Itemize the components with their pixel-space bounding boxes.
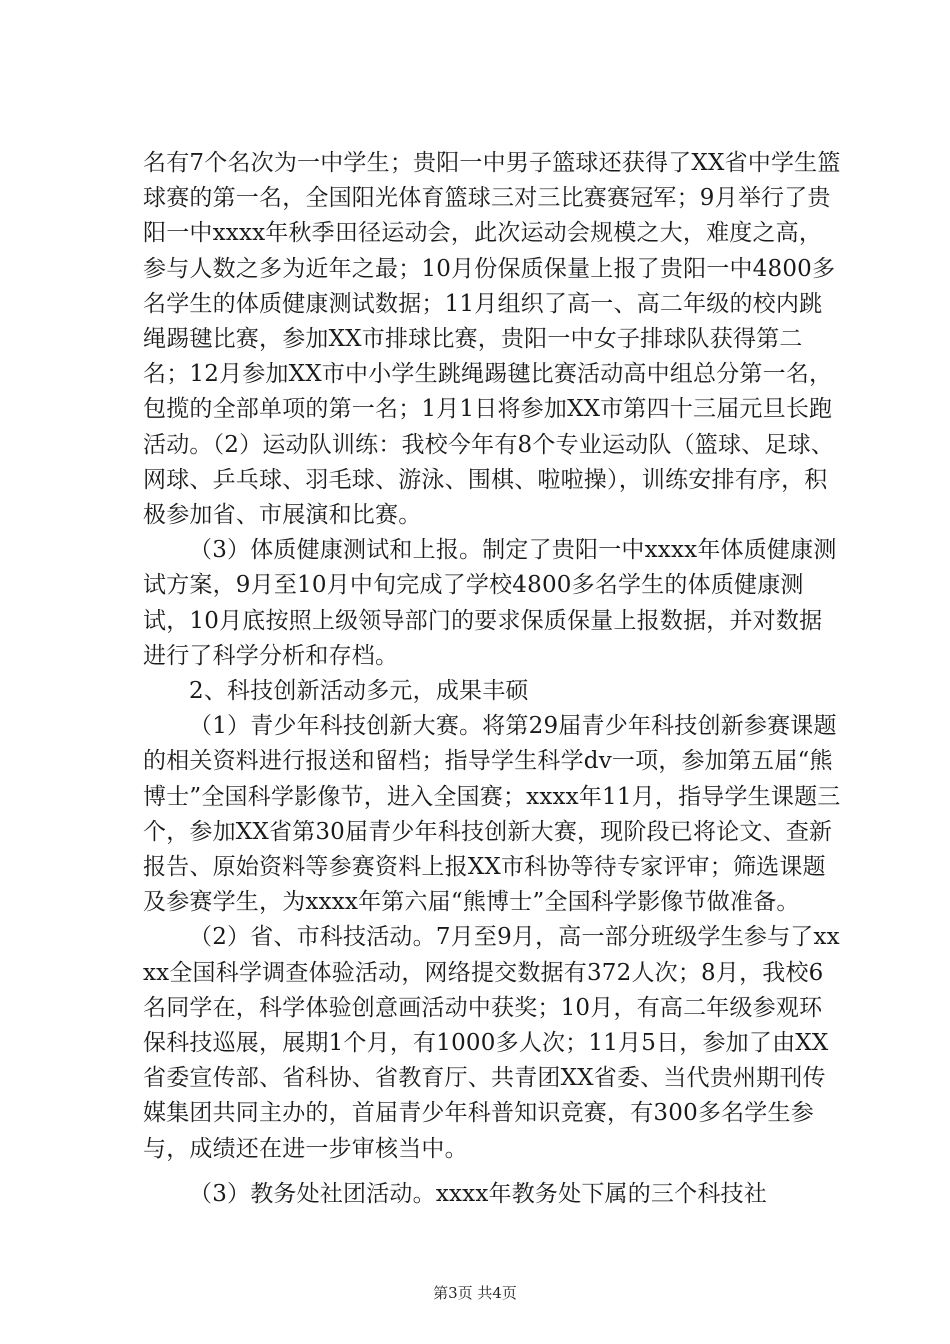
page-footer: 第3页 共4页 (433, 1284, 517, 1302)
paragraph-fitness-testing: （3）体质健康测试和上报。制定了贵阳一中xxxx年体质健康测试方案，9月至10月中旬完成了学校4800多名学生的体质健康测试，10月底按照上级领导部门的要求保质保量上报数据，并对数据进行了科学分析和存档。 (143, 537, 837, 669)
paragraph-club-activities: （3）教务处社团活动。xxxx年教务处下属的三个科技社 (189, 1180, 767, 1207)
document-body (143, 146, 843, 1212)
paragraph-provincial-tech-activities: （2）省、市科技活动。7月至9月，高一部分班级学生参与了xxxx全国科学调查体验活动，网络提交数据有372人次；8月，我校6名同学在，科学体验创意画活动中获奖；10月，有高二年级参观环保科技巡展，展期1个月，有1000多人次；11月5日，参加了由XX省委宣传部、省科协、省教育厅、共青团XX省委、当代贵州期刊传媒集团共同主办的，首届青少年科普知识竞赛，有300多名学生参与，成绩还在进一步审核当中。 (143, 924, 840, 1162)
paragraph-sports-achievements: 名有7个名次为一中学生；贵阳一中男子篮球还获得了XX省中学生篮球赛的第一名，全国阳光体育篮球三对三比赛赛冠军；9月举行了贵阳一中xxxx年秋季田径运动会，此次运动会规模之大，难度之高，参与人数之多为近年之最；10月份保质保量上报了贵阳一中4800多名学生的体质健康测试数据；11月组织了高一、高二年级的校内跳绳踢毽比赛，参加XX市排球比赛，贵阳一中女子排球队获得第二名；12月参加XX市中小学生跳绳踢毽比赛活动高中组总分第一名，包揽的全部单项的第一名；1月1日将参加XX市第四十三届元旦长跑活动。（2）运动队训练：我校今年有8个专业运动队（篮球、足球、网球、乒乓球、羽毛球、游泳、围棋、啦啦操），训练安排有序，积极参加省、市展演和比赛。 (143, 150, 841, 529)
paragraph-youth-tech-contest: （1）青少年科技创新大赛。将第29届青少年科技创新参赛课题的相关资料进行报送和留档；指导学生科学dv一项，参加第五届“熊博士”全国科学影像节，进入全国赛；xxxx年11月，指导学生课题三个，参加XX省第30届青少年科技创新大赛，现阶段已将论文、查新报告、原始资料等参赛资料上报XX市科协等待专家评审；筛选课题及参赛学生，为xxxx年第六届“熊博士”全国科学影像节做准备。 (143, 713, 841, 916)
section-heading-tech-innovation: 2、科技创新活动多元，成果丰硕 (189, 678, 529, 705)
